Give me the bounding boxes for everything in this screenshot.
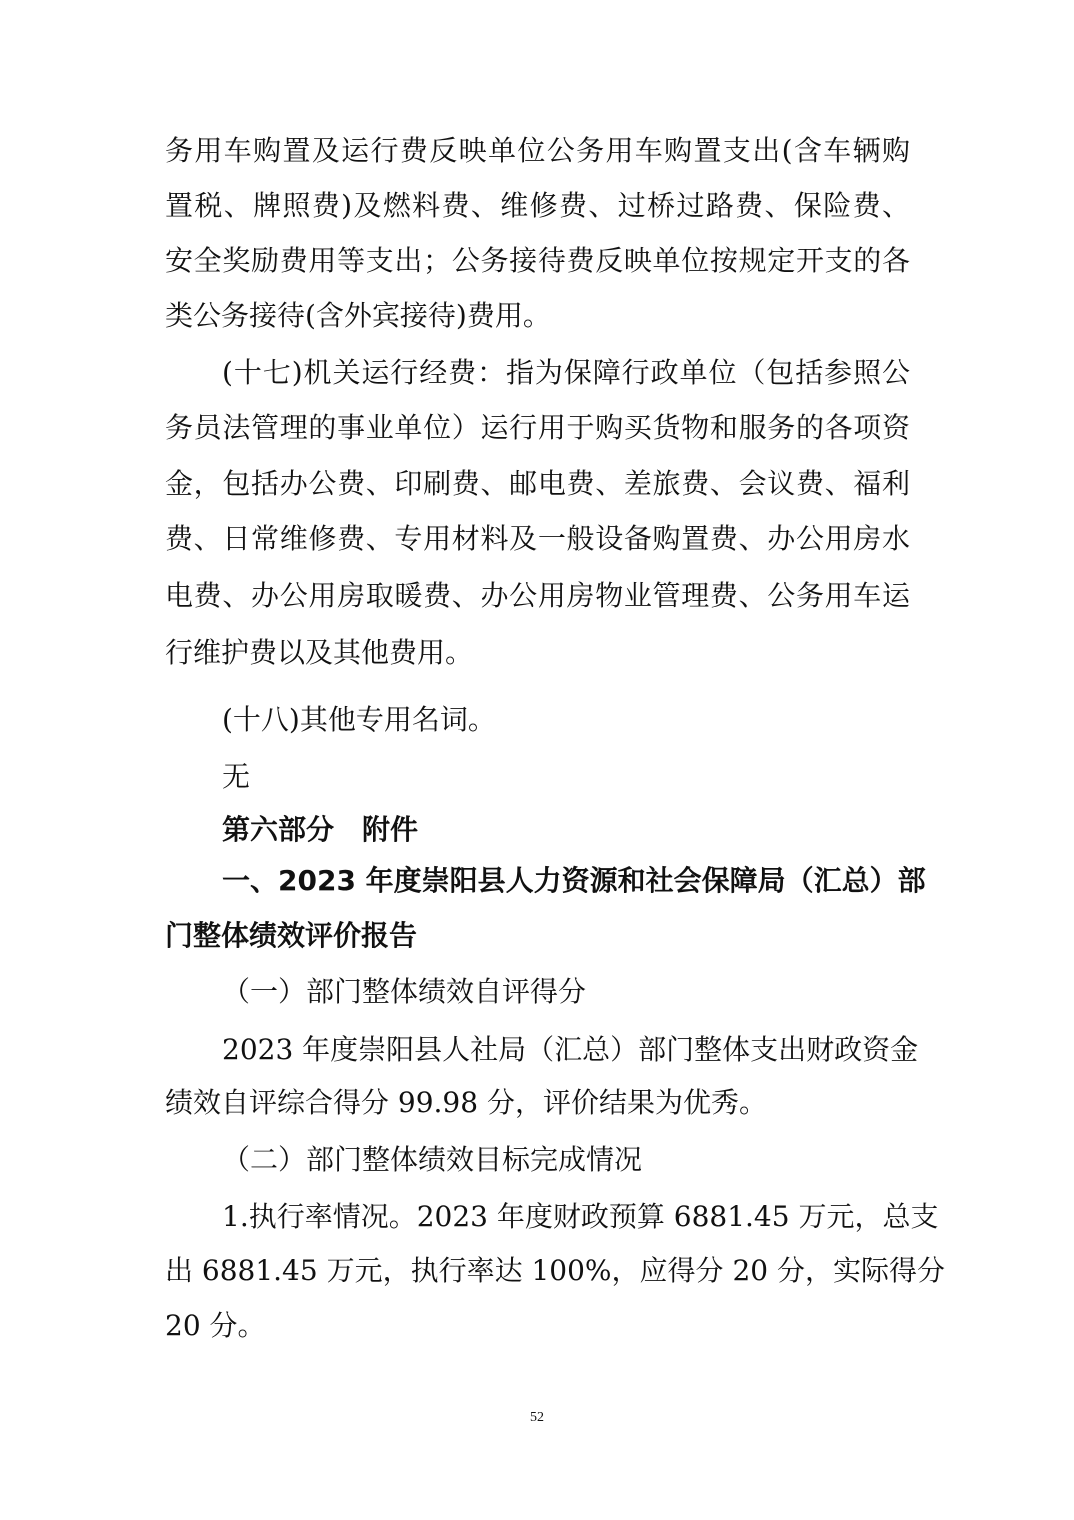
paragraph-line: 行维护费以及其他费用。 xyxy=(165,636,474,669)
paragraph-line: 20 分。 xyxy=(165,1309,266,1342)
subheading: （一）部门整体绩效自评得分 xyxy=(222,975,587,1008)
subheading: （二）部门整体绩效目标完成情况 xyxy=(222,1143,643,1176)
paragraph-line: 务用车购置及运行费反映单位公务用车购置支出(含车辆购 xyxy=(165,134,910,167)
report-title: 门整体绩效评价报告 xyxy=(165,919,418,952)
page-number: 52 xyxy=(530,1410,544,1425)
paragraph-line: 类公务接待(含外宾接待)费用。 xyxy=(165,299,551,332)
paragraph-line: 1.执行率情况。2023 年度财政预算 6881.45 万元，总支 xyxy=(222,1200,939,1233)
paragraph-line: (十七)机关运行经费：指为保障行政单位（包括参照公 xyxy=(222,356,910,389)
report-title: 一、2023 年度崇阳县人力资源和社会保障局（汇总）部 xyxy=(222,864,926,897)
paragraph-line: 绩效自评综合得分 99.98 分，评价结果为优秀。 xyxy=(165,1086,767,1119)
paragraph-line: 务员法管理的事业单位）运行用于购买货物和服务的各项资 xyxy=(165,411,910,444)
paragraph-line: 安全奖励费用等支出；公务接待费反映单位按规定开支的各 xyxy=(165,244,910,277)
paragraph-line: 置税、牌照费)及燃料费、维修费、过桥过路费、保险费、 xyxy=(165,189,910,222)
paragraph-line: 出 6881.45 万元，执行率达 100%，应得分 20 分，实际得分 xyxy=(165,1254,945,1287)
paragraph-line: (十八)其他专用名词。 xyxy=(222,703,496,736)
section-heading: 第六部分 附件 xyxy=(222,813,419,846)
paragraph-line: 金，包括办公费、印刷费、邮电费、差旅费、会议费、福利 xyxy=(165,467,910,500)
paragraph-line: 电费、办公用房取暖费、办公用房物业管理费、公务用车运 xyxy=(165,579,910,612)
paragraph-line: 无 xyxy=(222,760,251,793)
paragraph-line: 费、日常维修费、专用材料及一般设备购置费、办公用房水 xyxy=(165,522,910,555)
paragraph-line: 2023 年度崇阳县人社局（汇总）部门整体支出财政资金 xyxy=(222,1033,919,1066)
